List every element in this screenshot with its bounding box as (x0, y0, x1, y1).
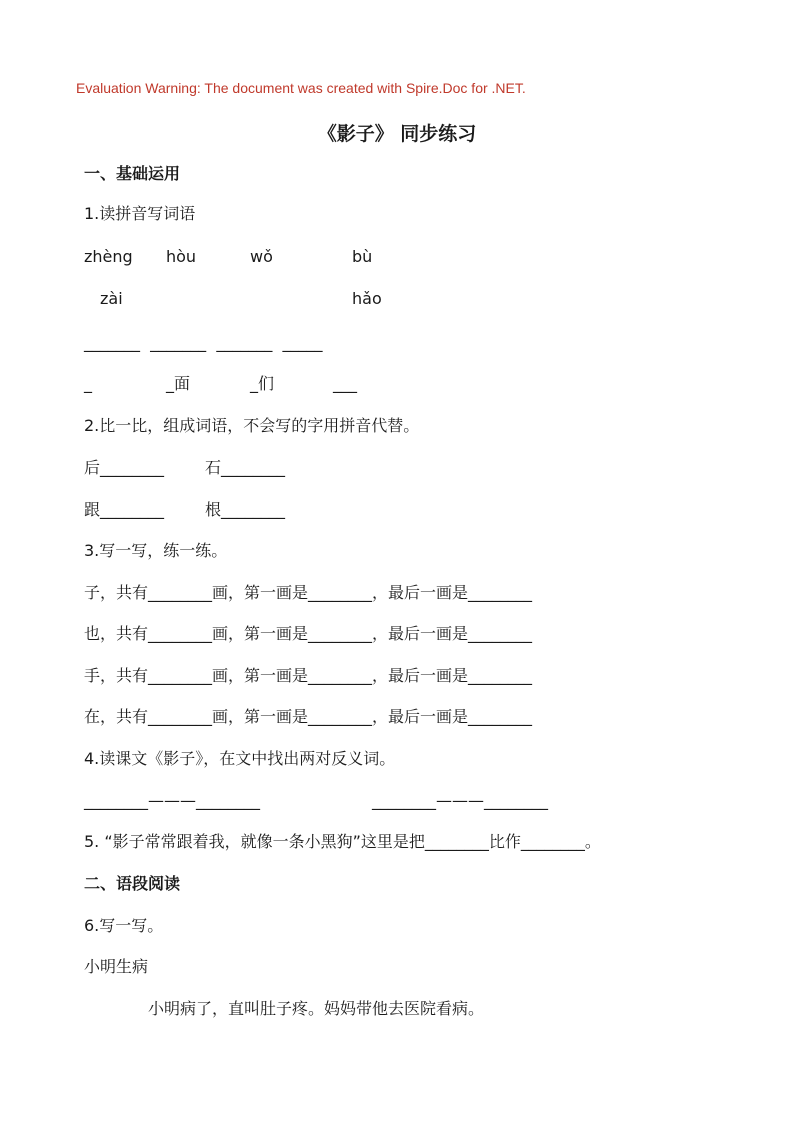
question-2-prompt: 2.比一比，组成词语，不会写的字用拼音代替。 (84, 416, 420, 435)
question-4-prompt: 4.读课文《影子》，在文中找出两对反义词。 (84, 749, 396, 768)
answer-blank-4: ___ (333, 374, 357, 393)
compare-shi: 石________ (205, 458, 286, 477)
answer-blank-men: _们 (250, 374, 275, 393)
question-3-prompt: 3.写一写，练一练。 (84, 541, 228, 560)
evaluation-warning: Evaluation Warning: The document was created with Spire.Doc for .NET. (76, 80, 526, 96)
stroke-row-zi: 子，共有________画，第一画是________，最后一画是________ (84, 583, 533, 602)
stroke-row-ye: 也，共有________画，第一画是________，最后一画是________ (84, 624, 533, 643)
pinyin-hou: hòu (166, 247, 197, 266)
compare-hou: 后________ (84, 458, 165, 477)
pinyin-hao: hǎo (352, 289, 382, 308)
compare-gen-follow: 跟________ (84, 500, 165, 519)
question-1-prompt: 1.读拼音写词语 (84, 204, 196, 223)
pinyin-zai: zài (100, 289, 123, 308)
story-text: 小明病了，直叫肚子疼。妈妈带他去医院看病。 (148, 999, 485, 1018)
section-heading-basic: 一、基础运用 (84, 164, 181, 183)
antonym-pair-2: ________———________ (372, 791, 548, 810)
section-heading-reading: 二、语段阅读 (84, 874, 181, 893)
page-title: 《影子》 同步练习 (317, 123, 477, 145)
answer-blank-mian: _面 (166, 374, 191, 393)
stroke-row-shou: 手，共有________画，第一画是________，最后一画是________ (84, 666, 533, 685)
antonym-pair-1: ________———________ (84, 791, 260, 810)
question-5: 5. “影子常常跟着我，就像一条小黑狗”这里是把________比作________。 (84, 832, 601, 851)
compare-gen-root: 根________ (205, 500, 286, 519)
pinyin-wo: wǒ (250, 247, 273, 266)
pinyin-zheng: zhèng (84, 247, 133, 266)
story-title: 小明生病 (84, 957, 149, 976)
answer-blanks-row: _______ _______ _______ _____ (84, 333, 323, 352)
question-6-prompt: 6.写一写。 (84, 916, 164, 935)
stroke-row-zai: 在，共有________画，第一画是________，最后一画是________ (84, 707, 533, 726)
pinyin-bu: bù (352, 247, 373, 266)
answer-blank-1: _ (84, 374, 92, 393)
